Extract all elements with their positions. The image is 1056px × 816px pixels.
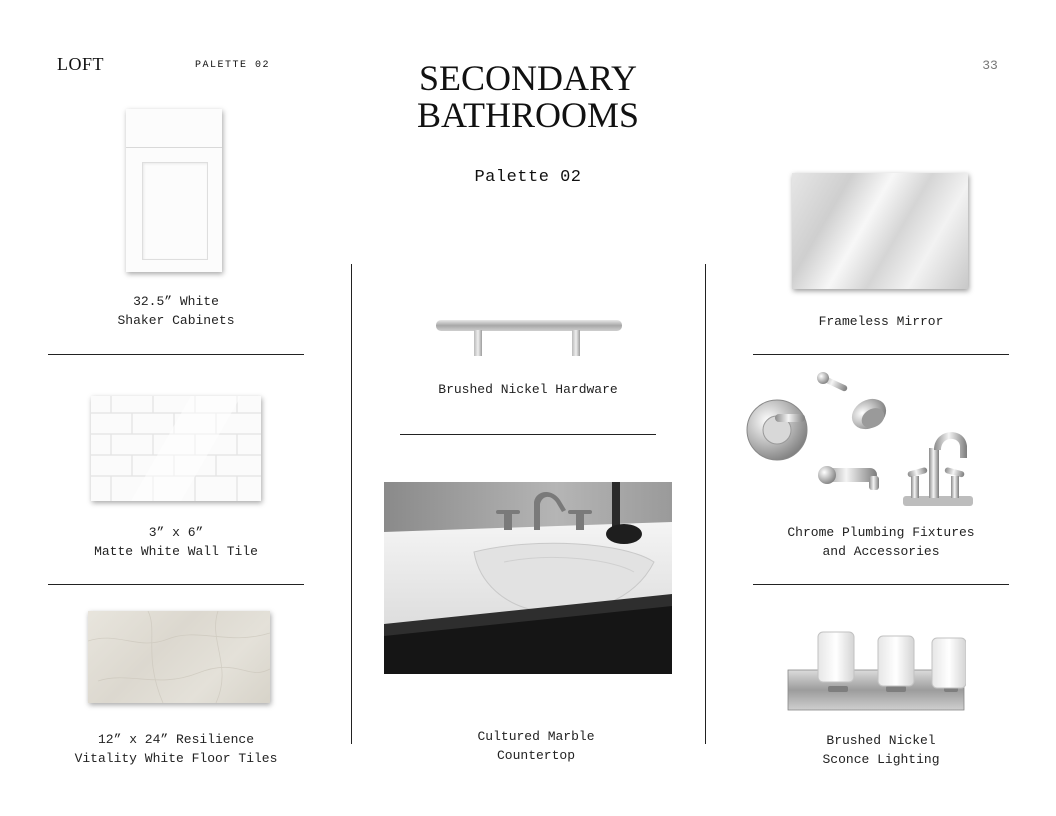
countertop-caption-line1: Cultured Marble [477,729,595,744]
fixtures-caption [753,523,1009,561]
faucet-set-icon [745,368,977,510]
page-title-line2: BATHROOMS [416,95,640,135]
fixtures-caption-line2: and Accessories [822,544,940,559]
page-title [378,60,678,134]
row-divider [48,354,304,355]
wall-tile-caption [48,523,304,561]
row-divider [400,434,656,435]
vanity-light-icon [786,630,966,712]
page-subtitle: Palette 02 [474,168,582,187]
row-divider [753,354,1009,355]
cabinets-caption-line1: 32.5” White [133,294,219,309]
floor-tile-caption-line2: Vitality White Floor Tiles [74,751,278,766]
row-divider [753,584,1009,585]
wall-tile-caption-line1: 3” x 6” [148,525,204,540]
row-divider [48,584,304,585]
floor-tile-caption [48,730,304,768]
cabinets-caption-line2: Shaker Cabinets [117,313,235,328]
lighting-caption-line2: Sconce Lighting [822,752,940,767]
cabinets-caption [48,292,304,330]
vanity-sink-icon [384,482,672,674]
floor-tile-caption-line1: 12” x 24” Resilience [97,732,255,747]
wall-tile-caption-line2: Matte White Wall Tile [94,544,258,559]
column-divider-left [351,264,352,744]
column-divider-right [705,264,706,744]
subway-tile-icon [91,396,261,501]
lighting-caption-line1: Brushed Nickel [826,733,936,748]
bar-pull-icon [434,316,624,360]
page-title-line1: SECONDARY [418,58,638,98]
mirror-caption: Frameless Mirror [818,314,944,329]
fixtures-caption-line1: Chrome Plumbing Fixtures [787,525,975,540]
countertop-caption-line2: Countertop [496,748,575,763]
palette-tag: PALETTE 02 [195,60,271,71]
page-number: 33 [982,58,998,73]
brand-logo-text: LOFT [57,54,104,74]
mirror-icon [792,173,968,289]
floor-tile-icon [88,611,270,703]
countertop-caption [400,727,672,765]
hardware-caption: Brushed Nickel Hardware [438,382,618,397]
lighting-caption [753,731,1009,769]
cabinet-door-icon [126,109,222,272]
